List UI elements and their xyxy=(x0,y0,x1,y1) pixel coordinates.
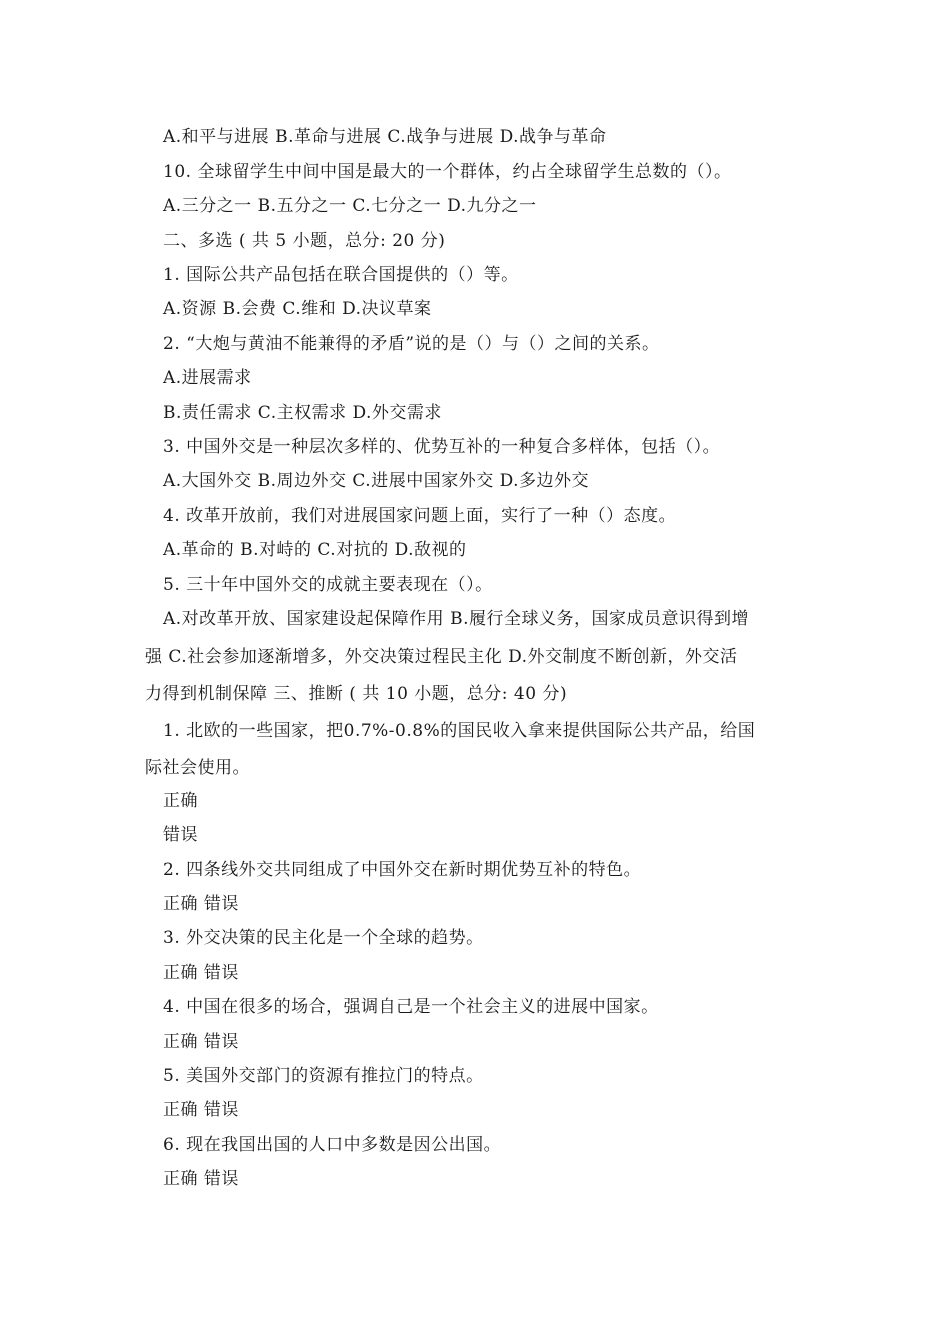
tf6-options: 正确 错误 xyxy=(163,1169,239,1189)
q10-question: 10. 全球留学生中间中国是最大的一个群体，约占全球留学生总数的（）。 xyxy=(163,162,732,182)
mc2-option-a: A.进展需求 xyxy=(163,368,252,388)
section-multiple-choice-heading: 二、多选 ( 共 5 小题，总分: 20 分) xyxy=(163,231,446,251)
tf1-question-line1: 1. 北欧的一些国家，把0.7%-0.8%的国民收入拿来提供国际公共产品，给国 xyxy=(163,721,756,741)
tf4-options: 正确 错误 xyxy=(163,1032,239,1052)
tf2-question: 2. 四条线外交共同组成了中国外交在新时期优势互补的特色。 xyxy=(163,860,642,880)
mc5-options-line2: 强 C.社会参加逐渐增多，外交决策过程民主化 D.外交制度不断创新，外交活 xyxy=(145,647,738,667)
mc5-options-line3-and-judgment-heading: 力得到机制保障 三、推断 ( 共 10 小题，总分: 40 分) xyxy=(145,684,568,704)
tf3-options: 正确 错误 xyxy=(163,963,239,983)
tf3-question: 3. 外交决策的民主化是一个全球的趋势。 xyxy=(163,928,484,948)
mc2-options-bcd: B.责任需求 C.主权需求 D.外交需求 xyxy=(163,403,442,423)
mc4-options: A.革命的 B.对峙的 C.对抗的 D.敌视的 xyxy=(163,540,467,560)
mc1-question: 1. 国际公共产品包括在联合国提供的（）等。 xyxy=(163,265,519,285)
mc5-question: 5. 三十年中国外交的成就主要表现在（）。 xyxy=(163,575,493,595)
tf6-question: 6. 现在我国出国的人口中多数是因公出国。 xyxy=(163,1135,502,1155)
q9-options: A.和平与进展 B.革命与进展 C.战争与进展 D.战争与革命 xyxy=(163,127,607,147)
tf1-question-line2: 际社会使用。 xyxy=(145,758,250,778)
mc5-options-line1: A.对改革开放、国家建设起保障作用 B.履行全球义务，国家成员意识得到增 xyxy=(163,609,749,629)
tf5-options: 正确 错误 xyxy=(163,1100,239,1120)
tf4-question: 4. 中国在很多的场合，强调自己是一个社会主义的进展中国家。 xyxy=(163,997,659,1017)
mc1-options: A.资源 B.会费 C.维和 D.决议草案 xyxy=(163,299,432,319)
tf1-option-false: 错误 xyxy=(163,825,198,845)
mc4-question: 4. 改革开放前，我们对进展国家问题上面，实行了一种（）态度。 xyxy=(163,506,677,526)
tf2-options: 正确 错误 xyxy=(163,894,239,914)
tf5-question: 5. 美国外交部门的资源有推拉门的特点。 xyxy=(163,1066,484,1086)
tf1-option-true: 正确 xyxy=(163,791,198,811)
q10-options: A.三分之一 B.五分之一 C.七分之一 D.九分之一 xyxy=(163,196,537,216)
mc3-options: A.大国外交 B.周边外交 C.进展中国家外交 D.多边外交 xyxy=(163,471,590,491)
mc2-question: 2. “大炮与黄油不能兼得的矛盾”说的是（）与（）之间的关系。 xyxy=(163,334,660,354)
mc3-question: 3. 中国外交是一种层次多样的、优势互补的一种复合多样体，包括（）。 xyxy=(163,437,721,457)
